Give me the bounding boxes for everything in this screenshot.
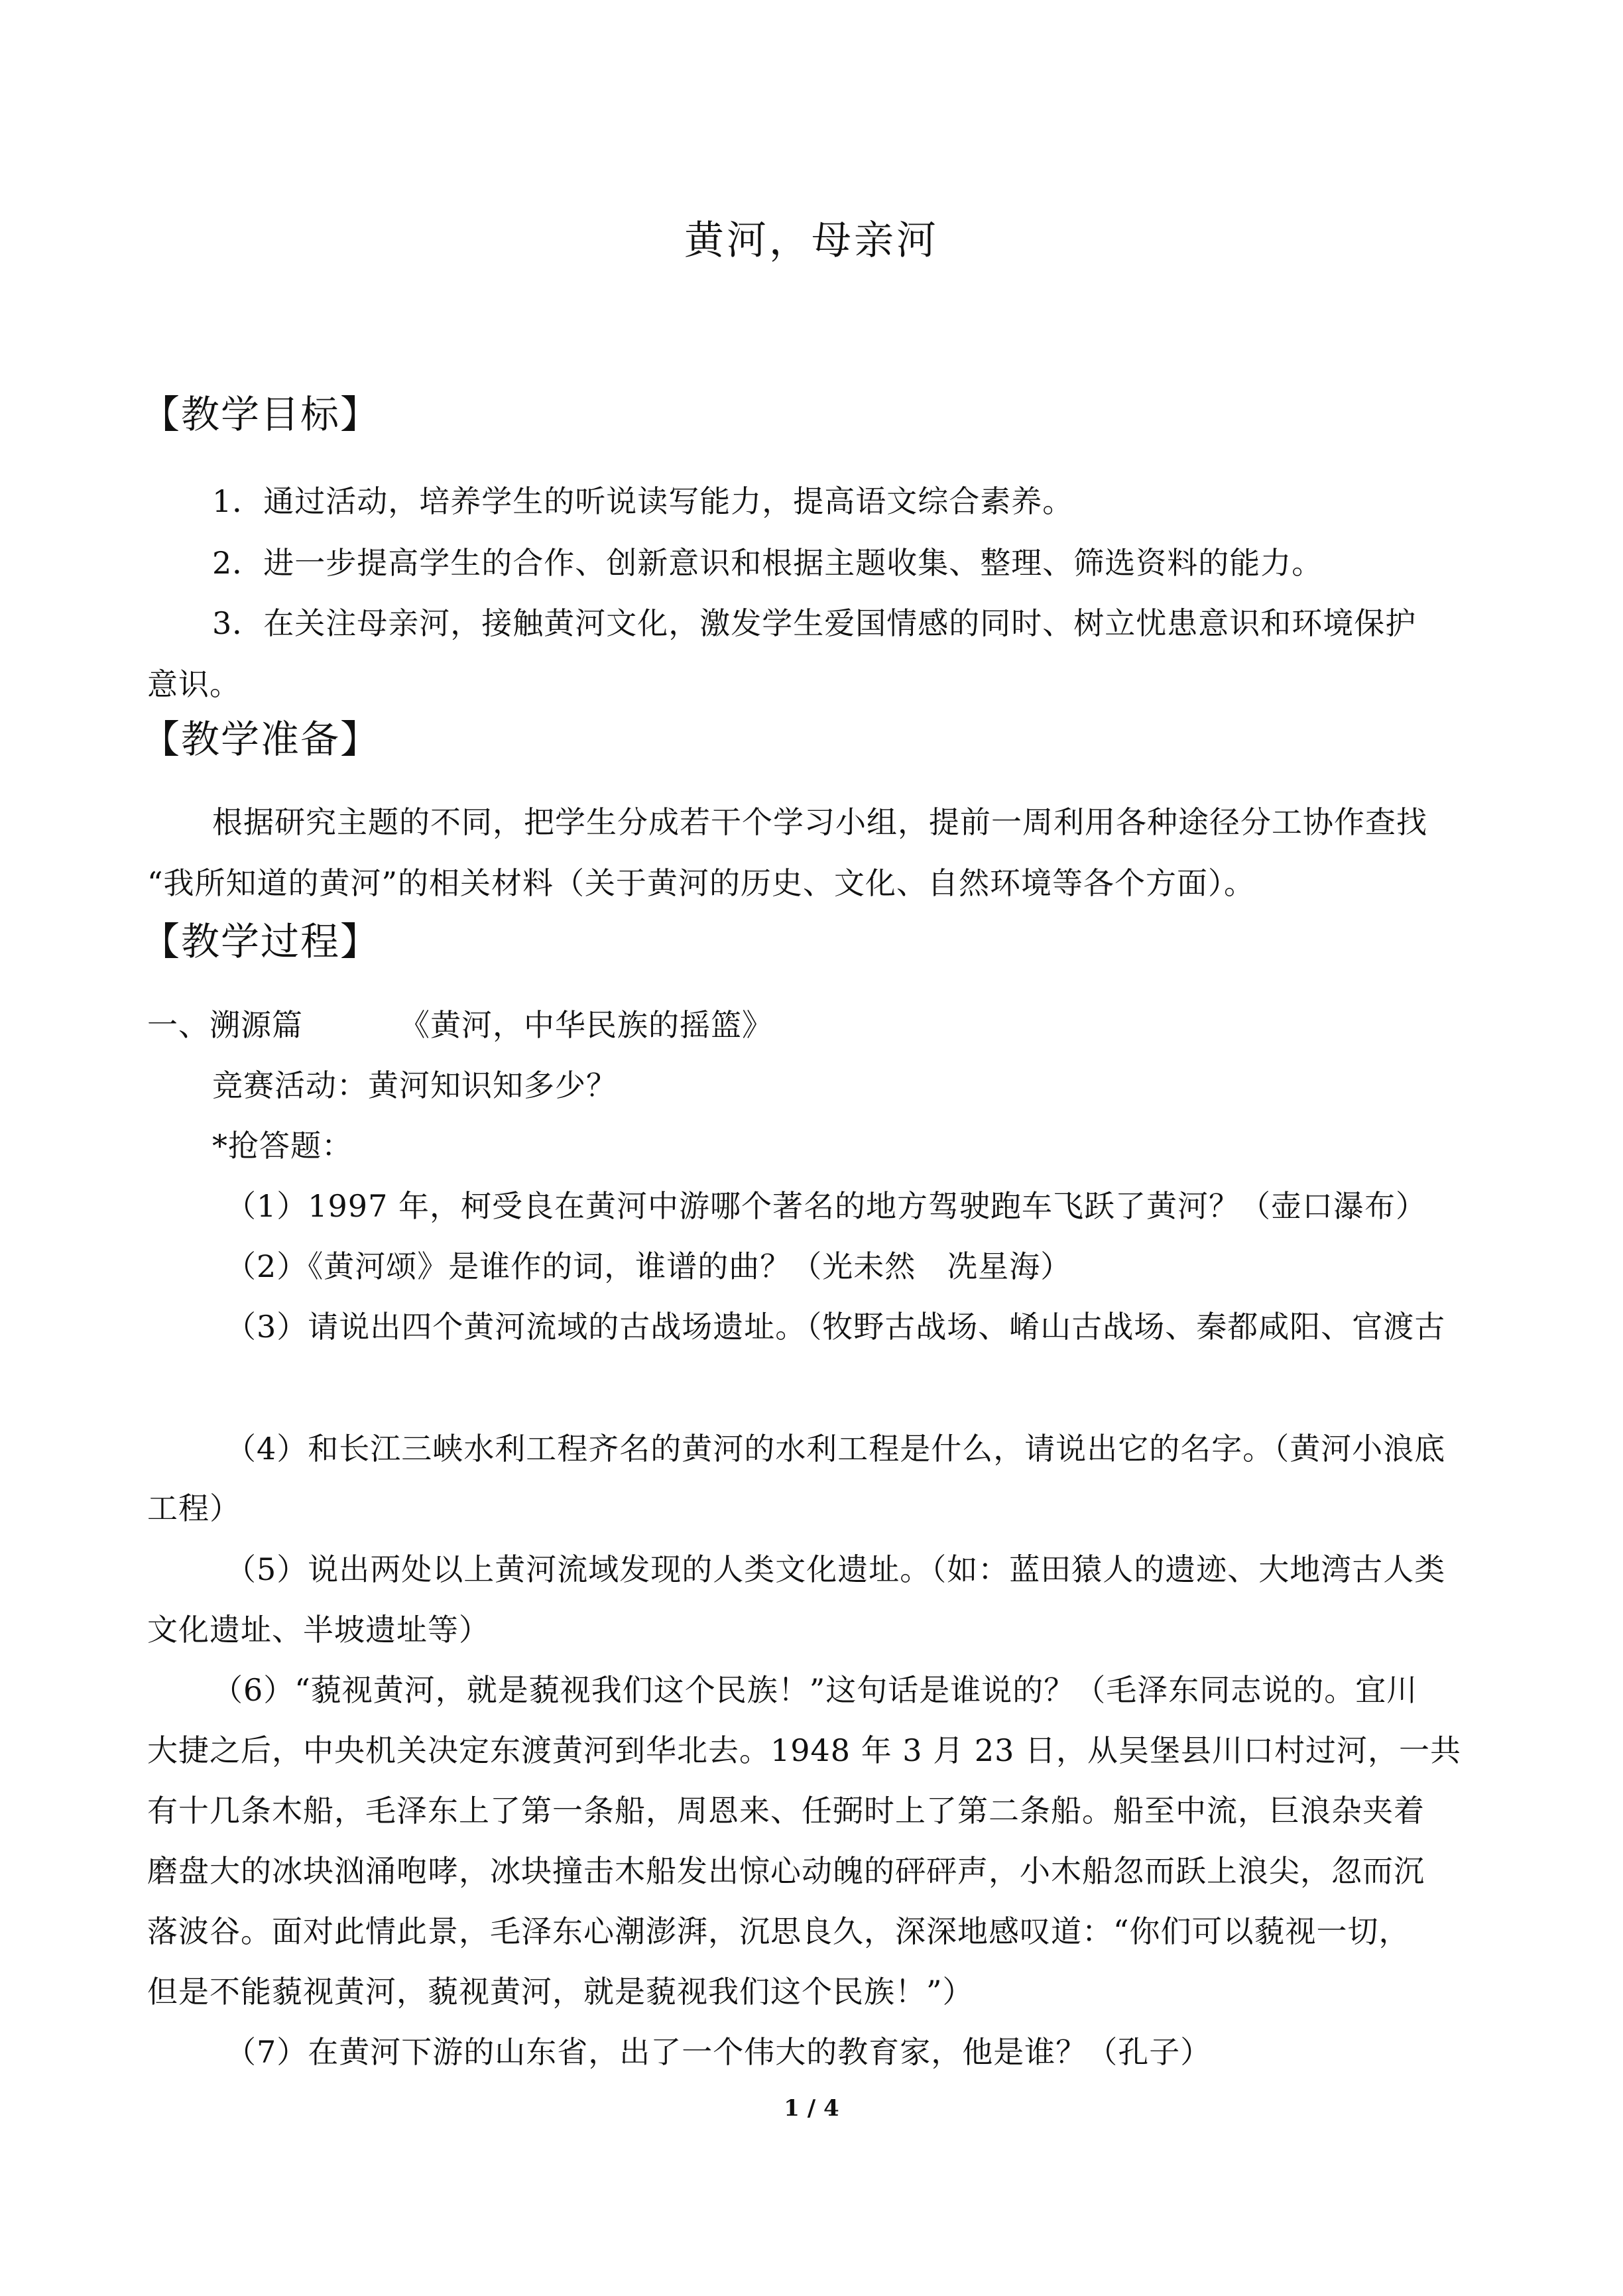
heading-preparation: 【教学准备】	[141, 717, 381, 762]
objective-line: 3．在关注母亲河，接触黄河文化，激发学生爱国情感的同时、树立忧患意识和环境保护	[212, 605, 1417, 641]
question-line: （2）《黄河颂》是谁作的词，谁谱的曲？（光未然 冼星海）	[225, 1248, 1072, 1284]
objective-line: 1．通过活动，培养学生的听说读写能力，提高语文综合素养。	[212, 483, 1074, 519]
question-line: 磨盘大的冰块汹涌咆哮，冰块撞击木船发出惊心动魄的砰砰声，小木船忽而跃上浪尖，忽而沉	[147, 1853, 1425, 1889]
question-line: 有十几条木船，毛泽东上了第一条船，周恩来、任弼时上了第二条船。船至中流，巨浪杂夹着	[147, 1793, 1425, 1829]
question-line: 但是不能藐视黄河，藐视黄河，就是藐视我们这个民族！”）	[147, 1974, 974, 2010]
question-line: 工程）	[147, 1490, 241, 1526]
question-line: 落波谷。面对此情此景，毛泽东心潮澎湃，沉思良久，深深地感叹道：“你们可以藐视一切，	[147, 1913, 1410, 1949]
preparation-line: “我所知道的黄河”的相关材料（关于黄河的历史、文化、自然环境等各个方面）。	[147, 865, 1256, 901]
part1-label: 一、溯源篇	[147, 1007, 303, 1043]
question-line: （7）在黄河下游的山东省，出了一个伟大的教育家，他是谁？（孔子）	[225, 2034, 1212, 2070]
page-number: 1 / 4	[784, 2095, 839, 2122]
question-line: （6）“藐视黄河，就是藐视我们这个民族！”这句话是谁说的？（毛泽东同志说的。宜川	[212, 1672, 1418, 1708]
question-line: （1）1997 年，柯受良在黄河中游哪个著名的地方驾驶跑车飞跃了黄河？（壶口瀑布）	[225, 1188, 1427, 1224]
question-line: （5）说出两处以上黄河流域发现的人类文化遗址。（如：蓝田猿人的遗迹、大地湾古人类	[225, 1551, 1446, 1587]
quick-answer-label: *抢答题：	[212, 1128, 353, 1164]
document-title: 黄河，母亲河	[684, 217, 939, 264]
objective-line: 意识。	[147, 666, 241, 702]
question-line: （3）请说出四个黄河流域的古战场遗址。（牧野古战场、崤山古战场、秦都咸阳、官渡古	[225, 1309, 1446, 1345]
activity-line: 竞赛活动：黄河知识知多少？	[212, 1067, 617, 1103]
heading-process: 【教学过程】	[141, 919, 381, 964]
part1-title: 《黄河，中华民族的摇篮》	[399, 1007, 773, 1043]
heading-objectives: 【教学目标】	[141, 392, 381, 437]
question-line: 大捷之后，中央机关决定东渡黄河到华北去。1948 年 3 月 23 日，从吴堡县川口村过河，一共	[147, 1732, 1461, 1768]
question-line: （4）和长江三峡水利工程齐名的黄河的水利工程是什么，请说出它的名字。（黄河小浪底	[225, 1431, 1446, 1467]
preparation-line: 根据研究主题的不同，把学生分成若干个学习小组，提前一周利用各种途径分工协作查找	[212, 804, 1427, 840]
question-line: 文化遗址、半坡遗址等）	[147, 1612, 490, 1648]
objective-line: 2．进一步提高学生的合作、创新意识和根据主题收集、整理、筛选资料的能力。	[212, 545, 1323, 581]
